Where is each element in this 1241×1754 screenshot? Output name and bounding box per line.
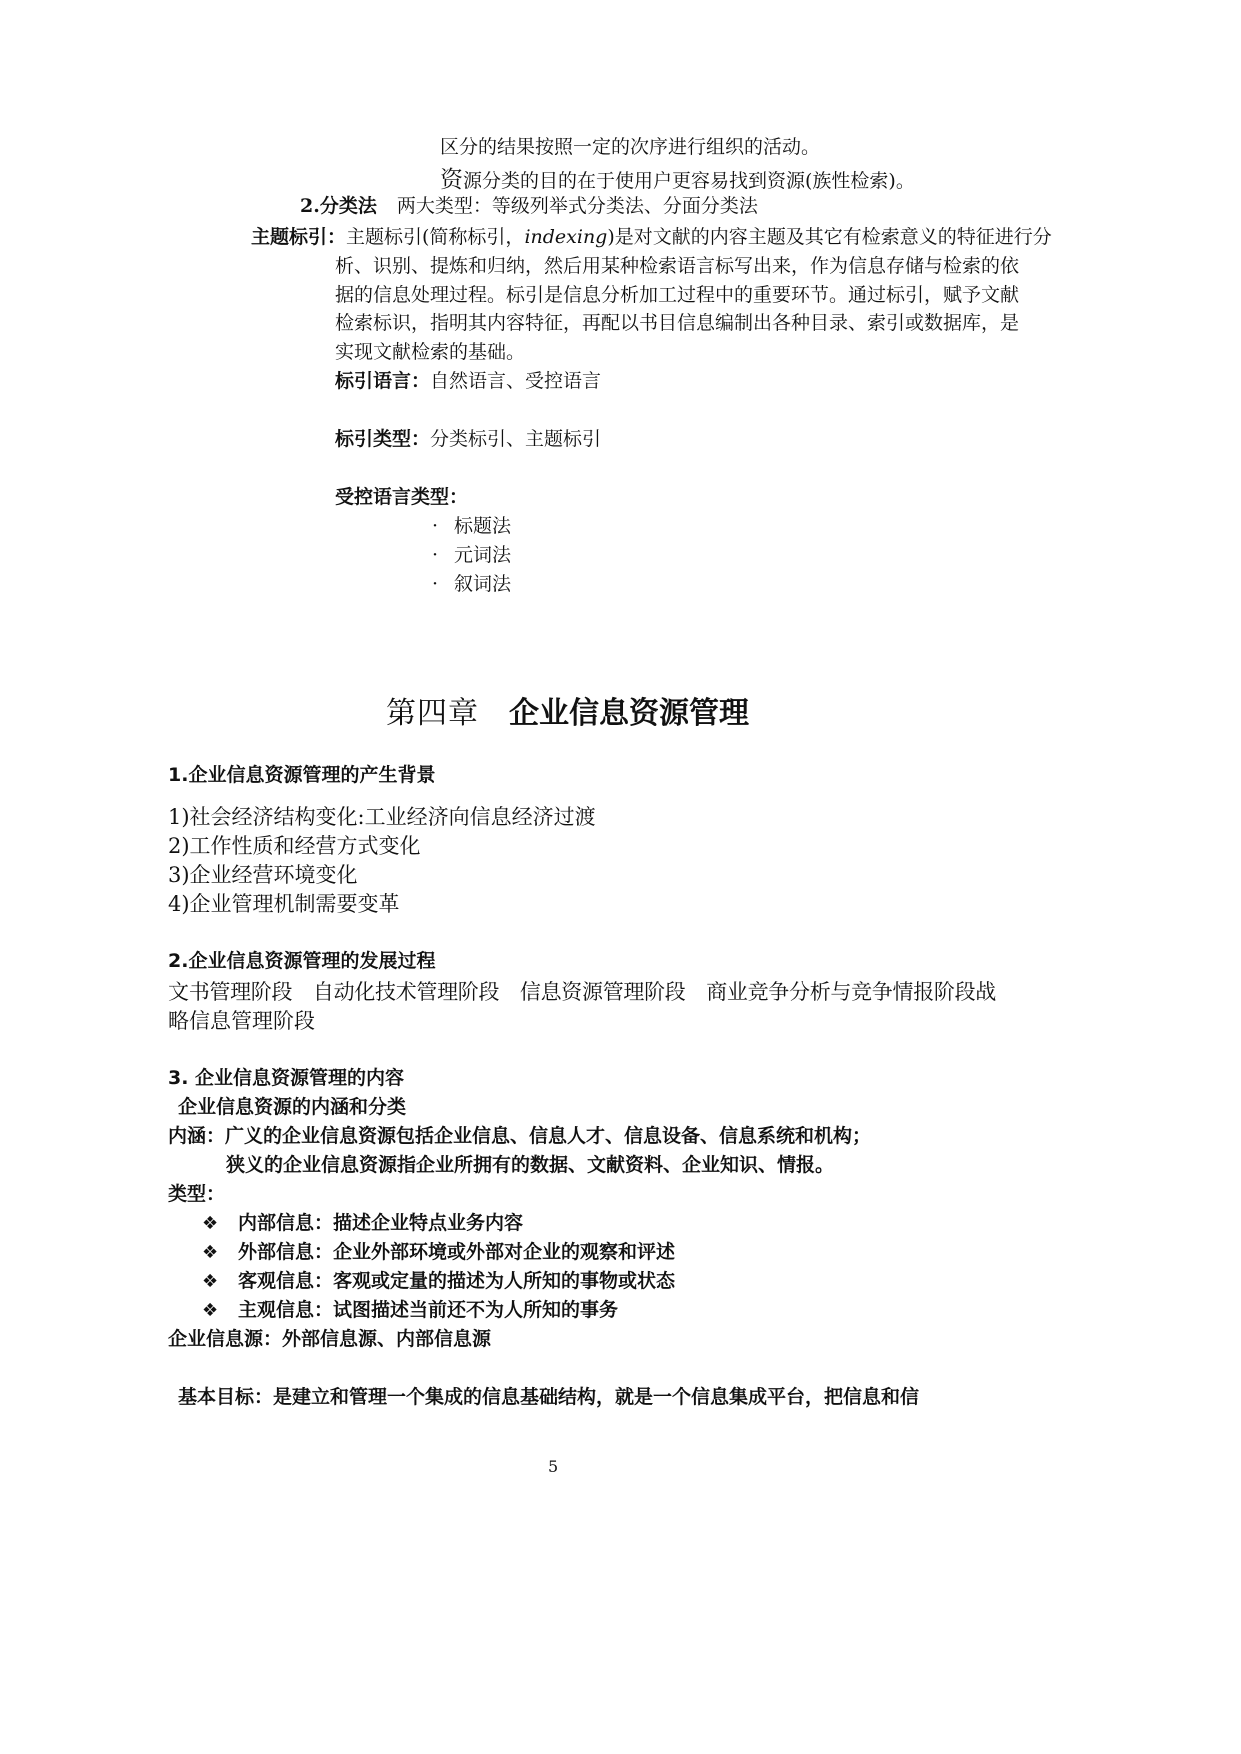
sources-line: 企业信息源：外部信息源、内部信息源 [168,1328,492,1350]
list-item [202,1300,618,1322]
list-item-text: 标题法 [454,515,512,537]
list-item [432,516,511,538]
connotation-line [168,1126,871,1148]
list-item-text: 主观信息：试图描述当前还不为人所知的事务 [238,1299,619,1321]
bullet-icon: · [432,544,439,566]
indexing-language-label: 标引语言： [335,370,431,392]
text-fragment: 源分类的目的在于使用户更容易找到资源(族性检索)。 [463,170,915,192]
subject-indexing-label: 主题标引： [251,226,347,248]
text-line [440,167,915,193]
controlled-types-label: 受控语言类型： [335,486,469,508]
list-item [432,574,511,596]
section-heading: 1.企业信息资源管理的产生背景 [168,764,436,786]
text-line: 略信息管理阶段 [168,1009,315,1033]
chapter-name: 企业信息资源管理 [509,696,749,731]
text-line: 实现文献检索的基础。 [335,341,526,363]
diamond-bullet-icon: ❖ [202,1271,219,1292]
connotation-line: 狭义的企业信息资源指企业所拥有的数据、文献资料、企业知识、情报。 [226,1154,835,1176]
indexing-type-line [335,429,601,451]
list-item [202,1271,675,1293]
text-fragment: )是对文献的内容主题及其它有检索意义的特征进行分 [607,226,1052,248]
diamond-bullet-icon: ❖ [202,1242,219,1263]
text-line: 文书管理阶段 自动化技术管理阶段 信息资源管理阶段 商业竞争分析与竞争情报阶段战 [168,980,996,1004]
text-fragment: 主题标引(简称标引， [346,226,525,248]
text-line: 析、识别、提炼和归纳，然后用某种检索语言标写出来，作为信息存储与检索的依 [335,255,1020,277]
list-item: 1)社会经济结构变化:工业经济向信息经济过渡 [168,805,596,829]
connotation-text: 广义的企业信息资源包括企业信息、信息人才、信息设备、信息系统和机构； [225,1125,872,1147]
indexing-type-label: 标引类型： [335,428,431,450]
page-number: 5 [548,1457,559,1476]
text-line: 区分的结果按照一定的次序进行组织的活动。 [440,136,821,158]
classification-text: 两大类型：等级列举式分类法、分面分类法 [396,195,758,217]
list-item: 2)工作性质和经营方式变化 [168,834,421,858]
subject-indexing-line1 [251,227,1052,249]
list-item: 3)企业经营环境变化 [168,863,358,887]
indexing-language-text: 自然语言、受控语言 [430,370,602,392]
indexing-language-line [335,371,601,393]
text-line: 检索标识，指明其内容特征，再配以书目信息编制出各种目录、索引或数据库，是 [335,312,1020,334]
section-heading: 2.企业信息资源管理的发展过程 [168,950,436,972]
list-item-text: 内部信息：描述企业特点业务内容 [238,1212,524,1234]
list-item [202,1213,523,1235]
types-label: 类型： [168,1183,226,1205]
term-indexing: indexing [524,226,608,248]
list-item: 4)企业管理机制需要变革 [168,892,400,916]
list-item-text: 元词法 [454,544,512,566]
list-item [432,545,511,567]
bullet-icon: · [432,573,439,595]
chapter-label: 第四章 [386,696,479,731]
connotation-label: 内涵： [168,1125,226,1147]
chapter-title [386,697,749,732]
list-item-text: 外部信息：企业外部环境或外部对企业的观察和评述 [238,1241,676,1263]
bullet-icon: · [432,515,439,537]
text-line: 据的信息处理过程。标引是信息分析加工过程中的重要环节。通过标引，赋予文献 [335,284,1020,306]
goal-line: 基本目标：是建立和管理一个集成的信息基础结构，就是一个信息集成平台，把信息和信 [178,1386,920,1408]
diamond-bullet-icon: ❖ [202,1213,219,1234]
indexing-type-text: 分类标引、主题标引 [430,428,602,450]
classification-line [300,196,758,218]
text-fragment: 资 [440,167,463,193]
list-item [202,1242,675,1264]
section-heading: 3. 企业信息资源管理的内容 [168,1067,405,1089]
diamond-bullet-icon: ❖ [202,1300,219,1321]
list-item-text: 客观信息：客观或定量的描述为人所知的事物或状态 [238,1270,676,1292]
subheading: 企业信息资源的内涵和分类 [178,1096,407,1118]
list-item-text: 叙词法 [454,573,512,595]
classification-label: 2.分类法 [300,195,377,217]
